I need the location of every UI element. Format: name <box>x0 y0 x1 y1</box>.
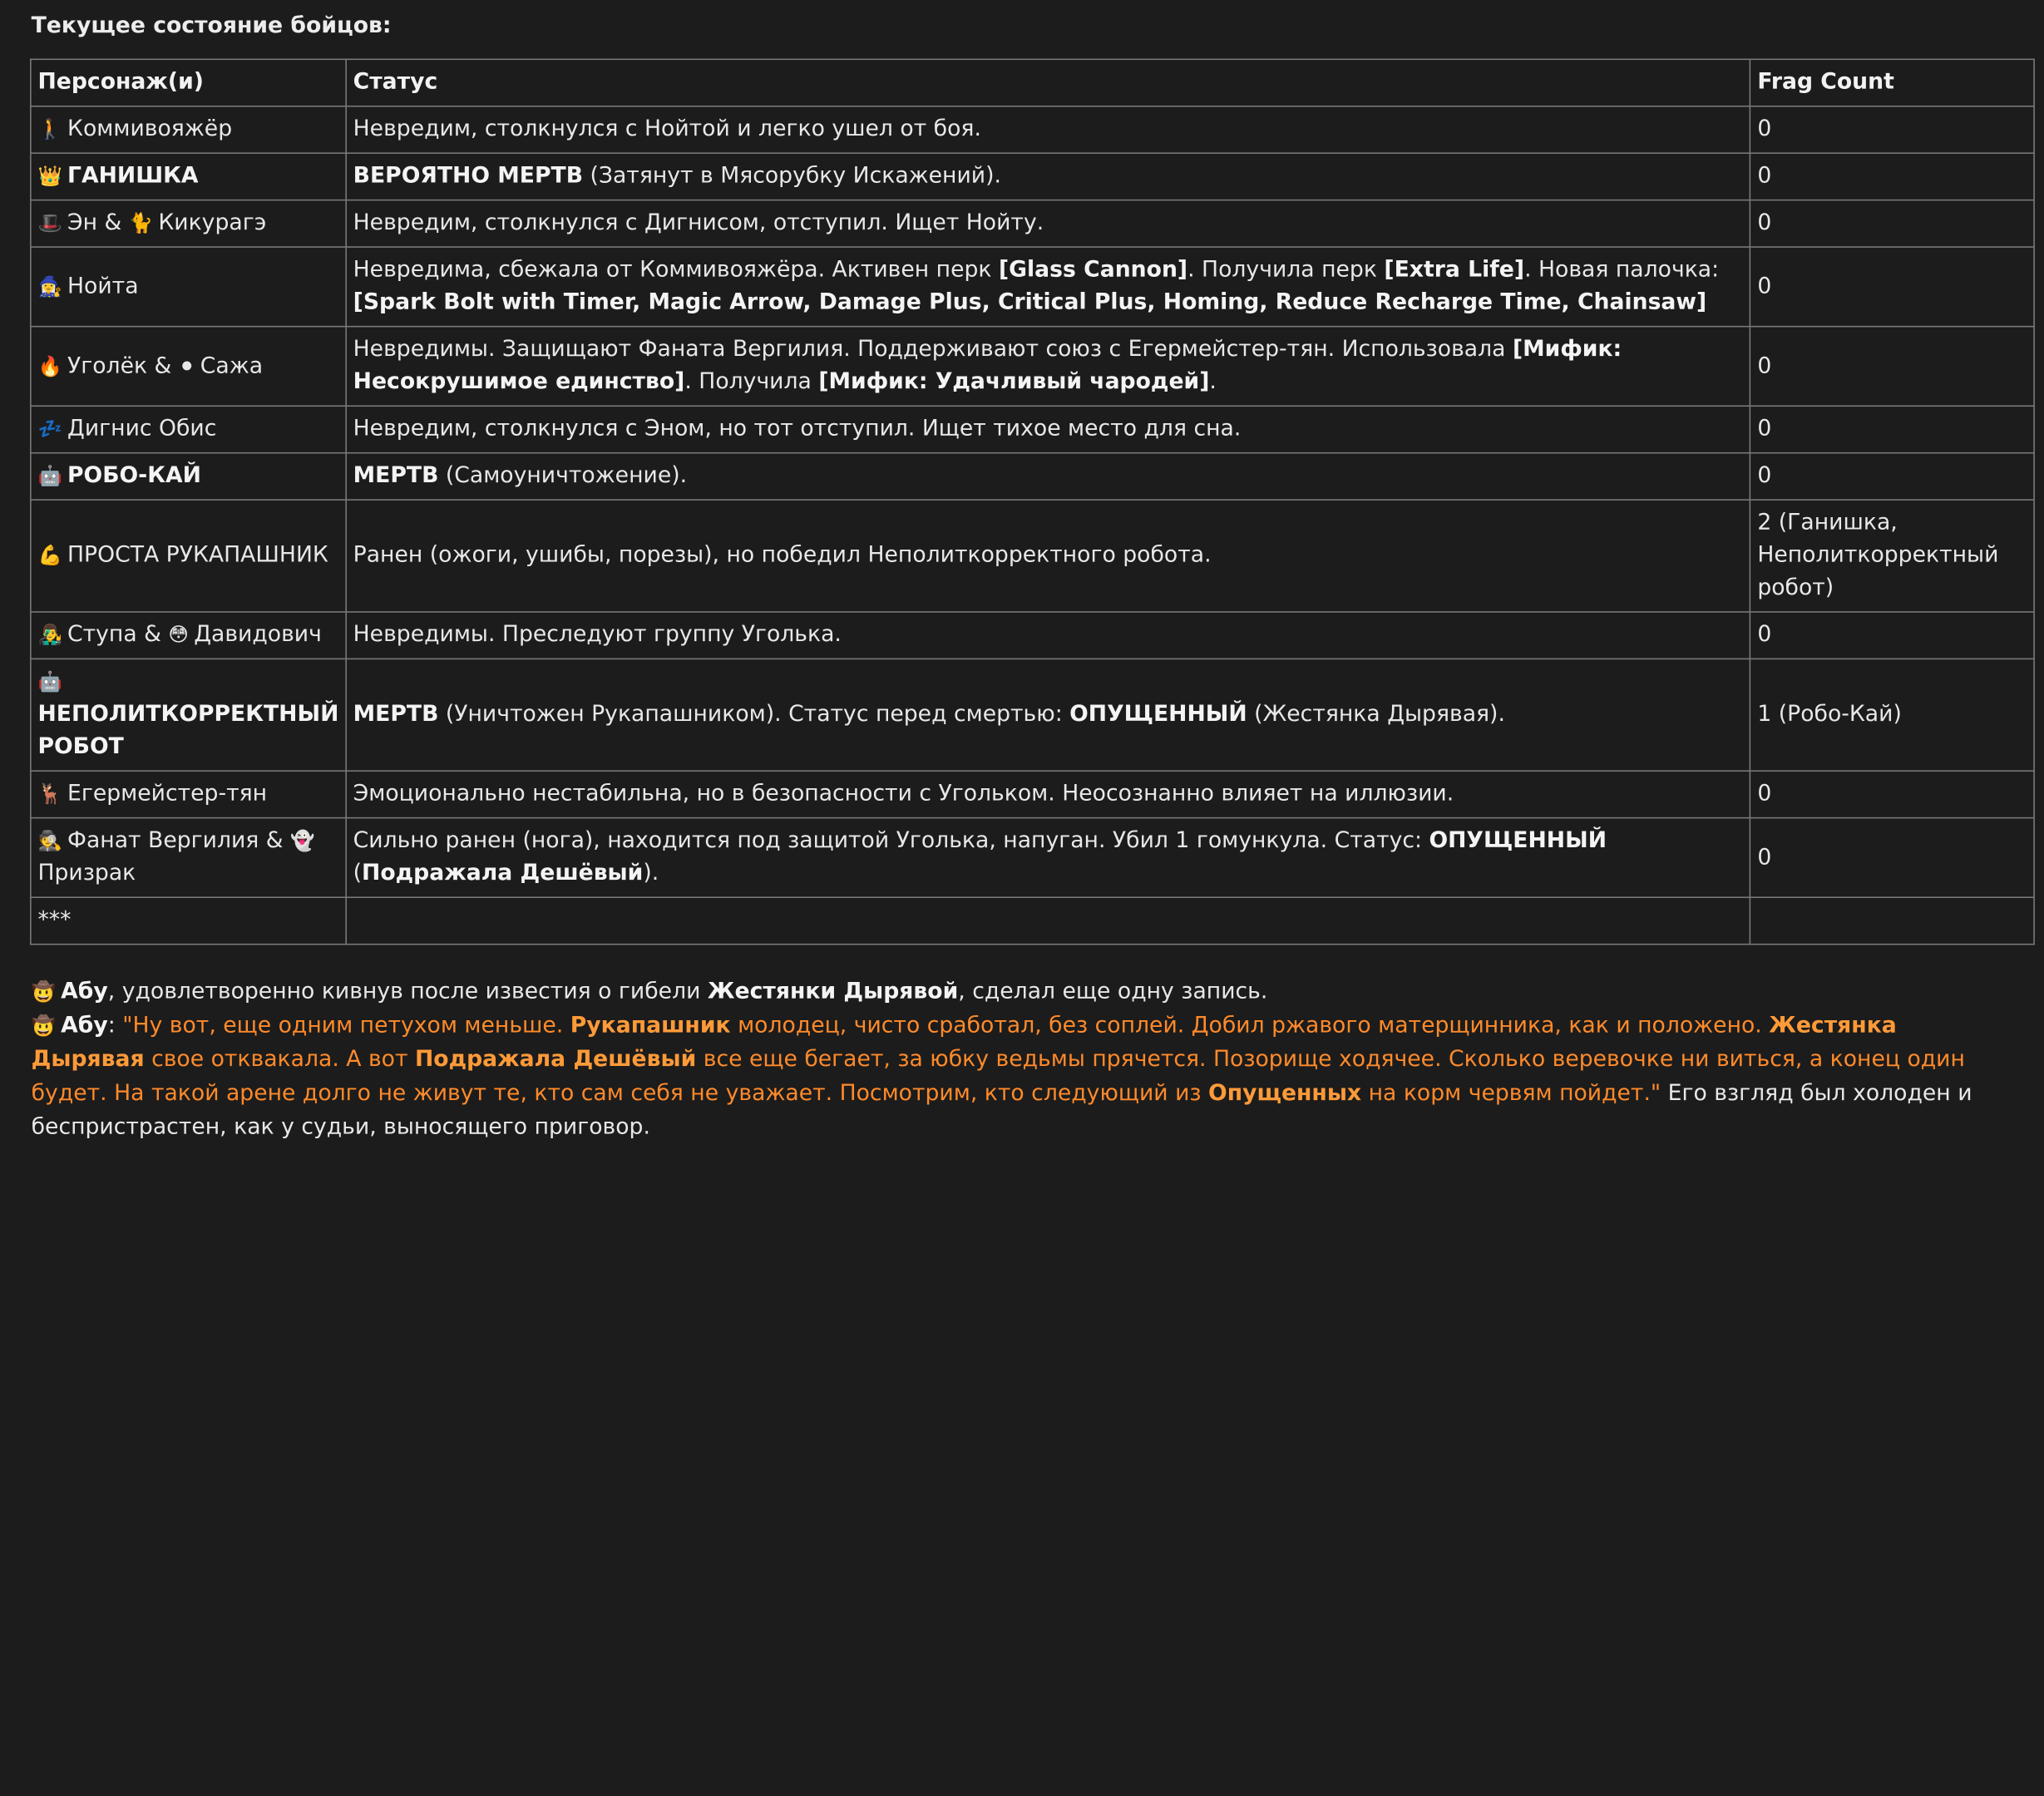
text-span: Невредимы. Преследуют группу Уголька. <box>353 621 842 649</box>
bold-text: ВЕРОЯТНО МЕРТВ <box>353 162 584 190</box>
emoji-icon: 🧙‍♀️ <box>37 274 62 299</box>
text-span: Коммивояжёр <box>67 116 233 142</box>
character-cell <box>31 818 346 898</box>
character-cell <box>31 247 346 327</box>
frag-count-cell: 0 <box>1750 247 2034 327</box>
text-span: ( <box>353 860 363 886</box>
bold-text: Опущенных <box>1208 1080 1362 1107</box>
frag-count-cell: 0 <box>1750 153 2034 200</box>
text-span: Невредимы. Защищают Фаната Вергилия. Поддерживают союз с Егермейстер-тян. Использовала <box>353 336 1513 363</box>
bold-text: НЕПОЛИТКОРРЕКТНЫЙ РОБОТ <box>37 701 339 760</box>
header-status: Статус <box>346 59 1750 106</box>
text-span: Сажа <box>200 353 264 379</box>
bold-text: Подражала Дешёвый <box>414 1046 697 1073</box>
frag-count-cell: 0 <box>1750 818 2034 898</box>
table-row <box>31 500 2034 612</box>
section-heading: Текущее состояние бойцов: <box>31 12 392 40</box>
text-span: все еще бегает, за юбку ведьмы прячется. Позорище ходячее. Сколько веревочке ни виться, а конец один будет. На такой арене долго не живут те, кто сам себя не уважает. Посмотрим, кто следующий из <box>31 1046 1965 1107</box>
text-span: Давидович <box>194 621 322 649</box>
text-span: : <box>107 1012 123 1039</box>
table-row <box>31 327 2034 407</box>
text-span: свое отквакала. А вот <box>144 1046 415 1073</box>
text-span: (Уничтожен Рукапашником). Статус перед смертью: <box>438 701 1070 728</box>
text-span: . <box>1209 368 1217 395</box>
text-span: ). <box>643 860 659 886</box>
text-span: Его взгляд был холоден и беспристрастен, как у судьи, выносящего приговор. <box>31 1080 1972 1141</box>
emoji-icon: 💤 <box>37 417 62 441</box>
text-span: "Ну вот, еще одним петухом меньше. <box>122 1012 570 1039</box>
bold-text: [Spark Bolt with Timer, Magic Arrow, Damage Plus, Critical Plus, Homing, Reduce Recharge Time, Chainsaw] <box>353 289 1707 316</box>
header-frag-count: Frag Count <box>1750 59 2034 106</box>
status-cell <box>346 406 1750 452</box>
text-span: . Новая палочка: <box>1524 256 1720 284</box>
text-span: . Получила перк <box>1187 256 1385 284</box>
emoji-icon: 👨‍🎤 <box>37 623 62 647</box>
status-cell <box>346 897 1750 944</box>
table-row <box>31 153 2034 200</box>
bold-text: Жестянки Дырявой <box>707 979 959 1005</box>
character-cell <box>31 327 346 407</box>
text-span: *** <box>37 906 72 934</box>
text-span: Невредим, столкнулся с Нойтой и легко ушел от боя. <box>353 116 981 142</box>
emoji-icon: 👑 <box>37 164 62 188</box>
table-row <box>31 897 2034 944</box>
text-span: (Затянут в Мясорубку Искажений). <box>583 162 1001 190</box>
text-span: молодец, чисто сработал, без соплей. Добил ржавого матерщинника, как и положено. <box>730 1012 1770 1039</box>
text-span: Фанат Вергилия & <box>67 827 291 854</box>
frag-count-cell: 0 <box>1750 327 2034 407</box>
text-span: Нойта <box>67 273 139 299</box>
bold-text: Абу <box>61 979 108 1005</box>
text-span: Призрак <box>37 860 136 886</box>
status-cell <box>346 453 1750 500</box>
bold-text: ОПУЩЕННЫЙ <box>1069 701 1247 728</box>
character-cell <box>31 612 346 659</box>
table-row <box>31 200 2034 247</box>
text-span: (Жестянка Дырявая). <box>1247 701 1505 728</box>
narration-line-2 <box>32 1009 2013 1144</box>
status-cell <box>346 659 1750 771</box>
character-cell <box>31 153 346 200</box>
emoji-icon: 🎩 <box>37 210 62 235</box>
status-cell <box>346 153 1750 200</box>
table-body <box>31 106 2034 945</box>
emoji-icon: 🚶 <box>37 117 62 141</box>
header-characters: Персонаж(и) <box>31 59 346 106</box>
frag-count-cell: 2 (Ганишка, Неполиткорректный робот) <box>1750 500 2034 612</box>
status-cell <box>346 327 1750 407</box>
text-span: Невредима, сбежала от Коммивояжёра. Активен перк <box>353 256 999 284</box>
text-span: . Получила <box>684 368 819 395</box>
frag-count-cell: 0 <box>1750 771 2034 817</box>
character-cell <box>31 897 346 944</box>
bold-text: Рукапашник <box>570 1012 731 1039</box>
status-cell <box>346 818 1750 898</box>
text-span: Невредим, столкнулся с Дигнисом, отступил. Ищет Нойту. <box>353 210 1044 236</box>
emoji-icon: 💪 <box>37 543 62 567</box>
text-span: (Самоуничтожение). <box>438 462 688 489</box>
bold-text: [Glass Cannon] <box>998 256 1188 284</box>
bold-text: [Extra Life] <box>1384 256 1525 284</box>
bold-text: [Мифик: Несокрушимое единство] <box>353 336 1622 395</box>
text-span: Ступа & <box>67 621 169 649</box>
character-cell <box>31 406 346 452</box>
emoji-icon: 🤖 <box>37 669 62 693</box>
character-cell <box>31 106 346 153</box>
emoji-icon: 🔥 <box>37 353 62 377</box>
table-row <box>31 406 2034 452</box>
frag-count-cell: 0 <box>1750 106 2034 153</box>
table-row <box>31 247 2034 327</box>
status-cell <box>346 771 1750 817</box>
character-cell <box>31 453 346 500</box>
emoji-icon: ⚫ <box>178 353 195 377</box>
status-cell <box>346 612 1750 659</box>
bold-text: МЕРТВ <box>353 701 439 728</box>
table-row <box>31 818 2034 898</box>
bold-text: ГАНИШКА <box>67 162 199 190</box>
frag-count-cell: 0 <box>1750 200 2034 247</box>
fighters-status-table <box>30 59 2035 945</box>
text-span: Невредим, столкнулся с Эном, но тот отступил. Ищет тихое место для сна. <box>353 416 1242 442</box>
character-cell <box>31 200 346 247</box>
character-cell <box>31 771 346 817</box>
table-header-row <box>31 59 2034 106</box>
emoji-icon: 🐈 <box>128 210 154 235</box>
emoji-icon: 🕵️ <box>37 828 62 853</box>
table-row <box>31 612 2034 659</box>
frag-count-cell: 0 <box>1750 406 2034 452</box>
character-cell <box>31 659 346 771</box>
status-cell <box>346 500 1750 612</box>
table-row <box>31 659 2034 771</box>
narration-line-1 <box>32 974 2013 1009</box>
bold-text: МЕРТВ <box>353 462 439 489</box>
table-row <box>31 453 2034 500</box>
table-row <box>31 771 2034 817</box>
text-span: Дигнис Обис <box>67 416 217 442</box>
frag-count-cell: 0 <box>1750 612 2034 659</box>
bold-text: Подражала Дешёвый <box>362 860 644 886</box>
text-span: , удовлетворенно кивнув после известия о гибели <box>107 979 708 1005</box>
table-row <box>31 106 2034 153</box>
bold-text: Жестянка Дырявая <box>31 1012 1897 1073</box>
emoji-icon: 🦌 <box>37 782 62 806</box>
text-span: Эн & <box>67 210 129 236</box>
bold-text: [Мифик: Удачливый чародей] <box>818 368 1210 395</box>
text-span: Егермейстер-тян <box>67 780 268 807</box>
emoji-icon: 🤖 <box>37 464 62 488</box>
text-span: , сделал еще одну запись. <box>958 979 1268 1005</box>
frag-count-cell <box>1750 897 2034 944</box>
status-cell <box>346 200 1750 247</box>
bold-text: Абу <box>61 1012 108 1039</box>
emoji-icon: 👻 <box>290 828 315 853</box>
bold-text: ОПУЩЕННЫЙ <box>1429 827 1607 854</box>
text-span: Сильно ранен (нога), находится под защитой Уголька, напуган. Убил 1 гомункула. Статус: <box>353 827 1429 854</box>
text-span: Уголёк & <box>67 353 179 379</box>
emoji-icon: 🤠 <box>31 979 56 1004</box>
text-span: Кикурагэ <box>158 210 267 236</box>
emoji-icon: 😳 <box>168 623 189 647</box>
bold-text: РОБО-КАЙ <box>67 462 201 489</box>
status-cell <box>346 106 1750 153</box>
emoji-icon: 🤠 <box>31 1014 56 1038</box>
text-span: ПРОСТА РУКАПАШНИК <box>67 542 328 569</box>
narration <box>32 974 2013 1144</box>
text-span: на корм червям пойдет." <box>1361 1080 1661 1107</box>
character-cell <box>31 500 346 612</box>
text-span: Эмоционально нестабильна, но в безопасности с Угольком. Неосознанно влияет на иллюзии. <box>353 780 1454 807</box>
frag-count-cell: 0 <box>1750 453 2034 500</box>
status-cell <box>346 247 1750 327</box>
frag-count-cell: 1 (Робо-Кай) <box>1750 659 2034 771</box>
text-span: Ранен (ожоги, ушибы, порезы), но победил Неполиткорректного робота. <box>353 542 1212 569</box>
